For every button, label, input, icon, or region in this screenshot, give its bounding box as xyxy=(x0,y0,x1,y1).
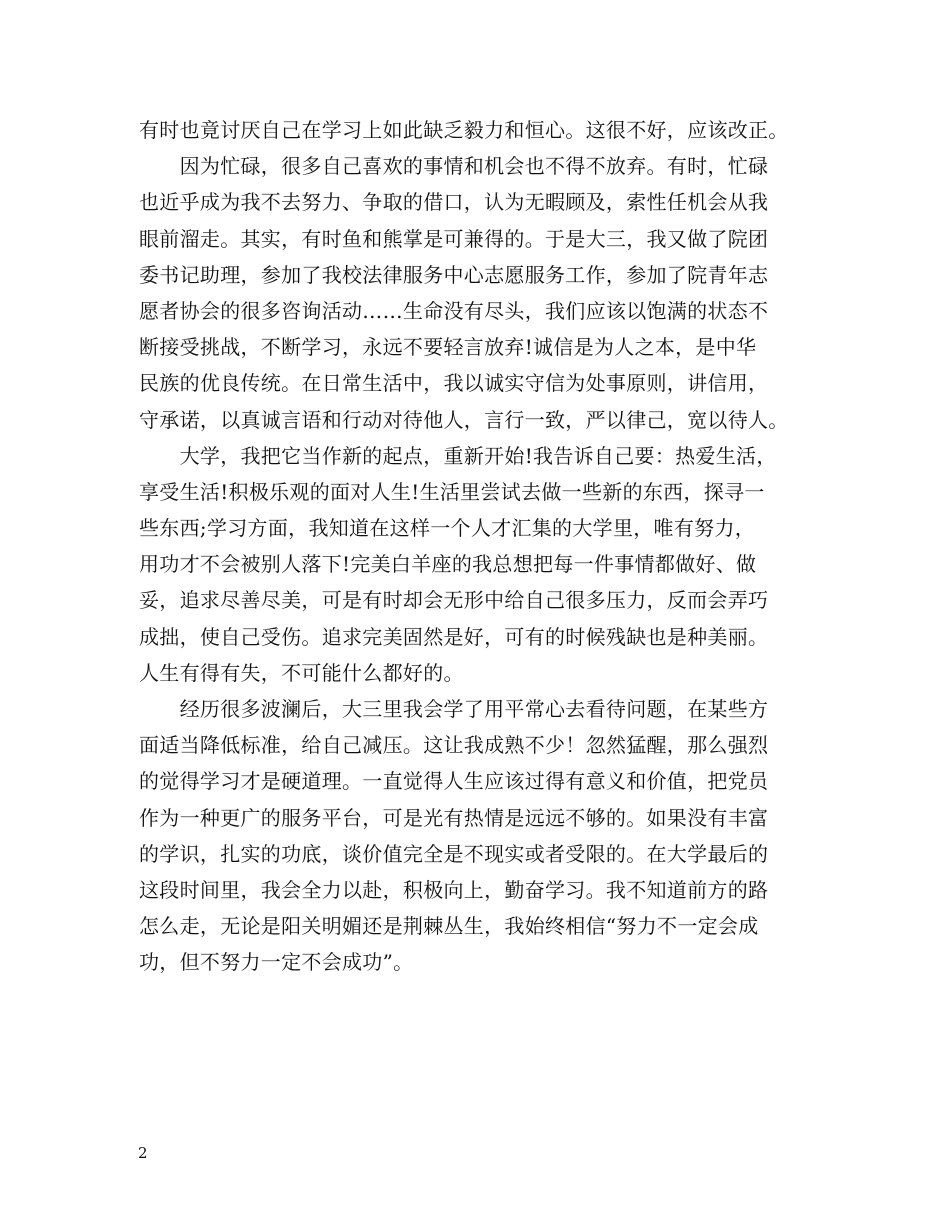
text-line: 成拙，使自己受伤。追求完美固然是好，可有的时候残缺也是种美丽。 xyxy=(139,624,769,649)
body-text xyxy=(139,112,839,981)
text-line: 断接受挑战，不断学习，永远不要轻言放弃!诚信是为人之本，是中华 xyxy=(139,335,757,360)
text-line: 愿者协会的很多咨询活动……生命没有尽头，我们应该以饱满的状态不 xyxy=(139,298,769,323)
text-line: 委书记助理，参加了我校法律服务中心志愿服务工作，参加了院青年志 xyxy=(139,262,769,287)
text-line: 眼前溜走。其实，有时鱼和熊掌是可兼得的。于是大三，我又做了院团 xyxy=(139,226,769,251)
text-line: 些东西;学习方面，我知道在这样一个人才汇集的大学里，唯有努力， xyxy=(139,516,756,541)
text-line: 作为一种更广的服务平台，可是光有热情是远远不够的。如果没有丰富 xyxy=(139,805,769,830)
text-line: 人生有得有失，不可能什么都好的。 xyxy=(139,660,464,685)
text-line: 守承诺，以真诚言语和行动对待他人，言行一致，严以律己，宽以待人。 xyxy=(139,407,789,432)
text-line: 因为忙碌，很多自己喜欢的事情和机会也不得不放弃。有时，忙碌 xyxy=(139,154,769,179)
text-line: 享受生活!积极乐观的面对人生!生活里尝试去做一些新的东西，探寻一 xyxy=(139,479,765,504)
text-line: 面适当降低标准，给自己减压。这让我成熟不少！忽然猛醒，那么强烈 xyxy=(139,733,769,758)
text-line: 也近乎成为我不去努力、争取的借口，认为无暇顾及，索性任机会从我 xyxy=(139,190,769,215)
text-line: 有时也竟讨厌自己在学习上如此缺乏毅力和恒心。这很不好，应该改正。 xyxy=(139,118,789,142)
text-line: 用功才不会被别人落下!完美白羊座的我总想把每一件事情都做好、做 xyxy=(139,552,757,577)
text-line: 的学识，扎实的功底，谈价值完全是不现实或者受限的。在大学最后的 xyxy=(139,841,769,866)
text-line: 这段时间里，我会全力以赴，积极向上，勤奋学习。我不知道前方的路 xyxy=(139,877,769,902)
text-line: 妥，追求尽善尽美，可是有时却会无形中给自己很多压力，反而会弄巧 xyxy=(139,588,769,613)
text-line: 的觉得学习才是硬道理。一直觉得人生应该过得有意义和价值，把党员 xyxy=(139,769,769,794)
text-line: 民族的优良传统。在日常生活中，我以诚实守信为处事原则，讲信用， xyxy=(139,371,769,396)
text-line: 功，但不努力一定不会成功”。 xyxy=(139,950,414,975)
text-line: 经历很多波澜后，大三里我会学了用平常心去看待问题，在某些方 xyxy=(139,697,769,721)
text-line: 大学，我把它当作新的起点，重新开始!我告诉自己要：热爱生活， xyxy=(139,443,777,468)
text-line: 怎么走，无论是阳关明媚还是荆棘丛生，我始终相信“努力不一定会成 xyxy=(139,914,759,939)
page-number: 2 xyxy=(138,1144,148,1162)
